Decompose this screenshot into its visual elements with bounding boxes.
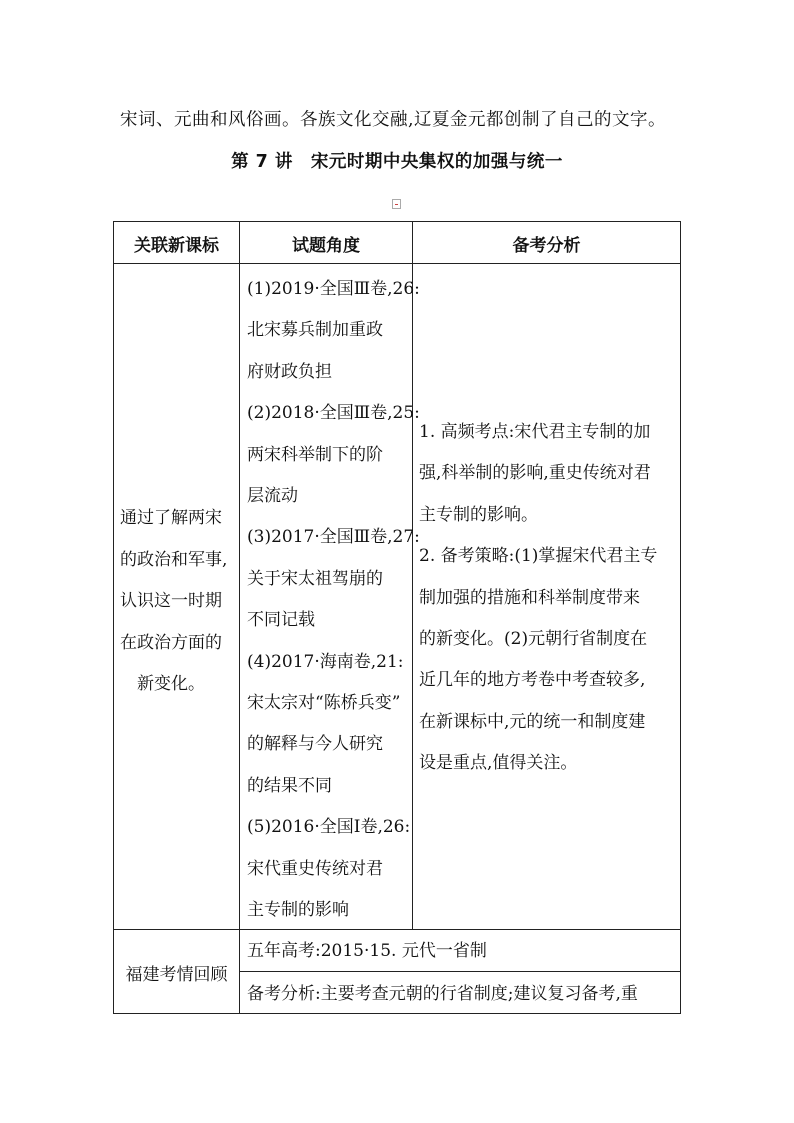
analysis-line: 强,科举制的影响,重史传统对君 — [419, 463, 651, 484]
analysis-line: 在新课标中,元的统一和制度建 — [419, 711, 646, 732]
question-line: 府财政负担 — [247, 361, 332, 382]
question-line: 北宋募兵制加重政 — [247, 320, 383, 341]
analysis-line: 2. 备考策略:(1)掌握宋代君主专 — [419, 546, 658, 567]
analysis-cell — [419, 412, 679, 785]
fujian-five-year-row: 五年高考:2015·15. 元代一省制 — [247, 941, 487, 961]
exam-table — [113, 221, 681, 1014]
curriculum-line: 认识这一时期 — [120, 591, 222, 611]
curriculum-cell — [120, 498, 238, 706]
header-analysis: 备考分析 — [512, 235, 581, 256]
question-line: 主专制的影响 — [247, 900, 349, 921]
fujian-analysis-row: 备考分析:主要考查元朝的行省制度;建议复习备考,重 — [247, 984, 638, 1004]
question-line: (1)2019·全国Ⅲ卷,26: — [247, 279, 420, 299]
header-question-angle: 试题角度 — [292, 235, 360, 256]
question-line: 不同记载 — [247, 610, 315, 631]
question-line: 的解释与今人研究 — [247, 734, 383, 755]
header-curriculum: 关联新课标 — [134, 235, 219, 256]
question-line: 两宋科举制下的阶 — [247, 444, 383, 465]
analysis-line: 制加强的措施和科举制度带来 — [419, 587, 640, 608]
fujian-review-label: 福建考情回顾 — [125, 965, 228, 985]
question-line: (3)2017·全国Ⅲ卷,27: — [247, 527, 420, 548]
curriculum-line: 的政治和军事, — [120, 549, 228, 570]
intro-line: 宋词、元曲和风俗画。各族文化交融,辽夏金元都创制了自己的文字。 — [120, 110, 667, 130]
analysis-line: 1. 高频考点:宋代君主专制的加 — [419, 422, 651, 442]
analysis-line: 的新变化。(2)元朝行省制度在 — [419, 629, 648, 650]
image-placeholder-icon — [392, 199, 401, 209]
question-line: 宋代重史传统对君 — [247, 858, 383, 879]
analysis-line: 设是重点,值得关注。 — [419, 753, 578, 774]
question-line: 关于宋太祖驾崩的 — [247, 568, 383, 589]
question-line: 层流动 — [247, 486, 298, 507]
question-line: (2)2018·全国Ⅲ卷,25: — [247, 403, 420, 424]
analysis-line: 近几年的地方考卷中考查较多, — [419, 670, 646, 691]
question-line: 的结果不同 — [247, 775, 332, 796]
curriculum-line: 通过了解两宋 — [120, 508, 222, 528]
analysis-line: 主专制的影响。 — [419, 504, 538, 525]
question-line: (5)2016·全国Ⅰ卷,26: — [247, 817, 411, 838]
question-line: (4)2017·海南卷,21: — [247, 651, 404, 672]
table-divider — [239, 222, 240, 1013]
question-line: 宋太宗对“陈桥兵变” — [247, 693, 401, 714]
lecture-title: 第 7 讲 宋元时期中央集权的加强与统一 — [231, 152, 563, 172]
curriculum-line: 新变化。 — [120, 674, 205, 694]
question-angle-cell — [247, 269, 425, 932]
curriculum-line: 在政治方面的 — [120, 632, 222, 653]
